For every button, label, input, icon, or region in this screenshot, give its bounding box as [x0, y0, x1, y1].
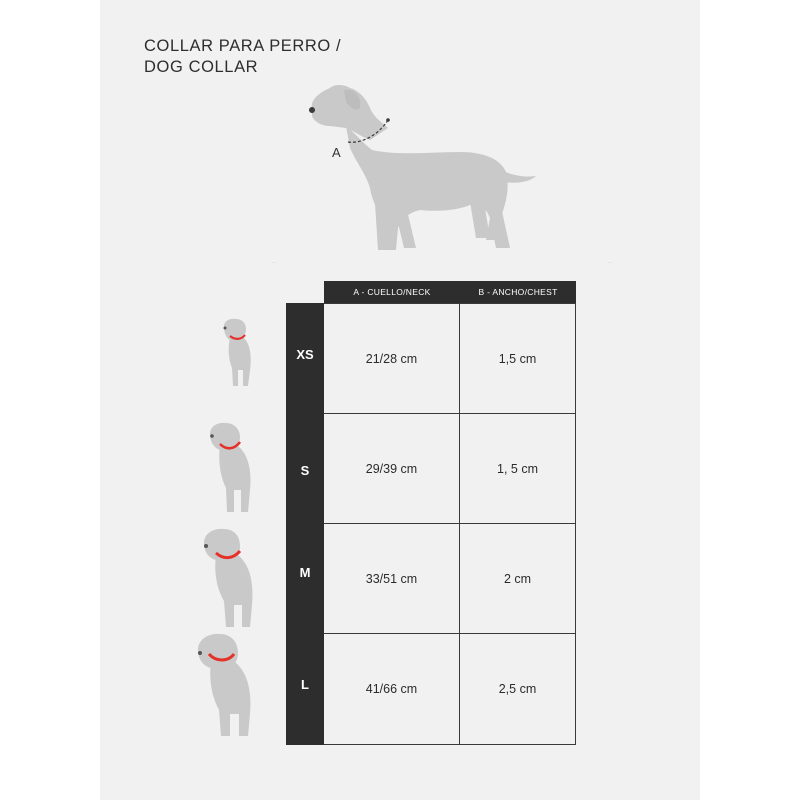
title-line-1: COLLAR PARA PERRO /	[144, 37, 342, 55]
neck-cell: 41/66 cm	[324, 634, 460, 744]
size-label-l: L	[301, 677, 309, 692]
divider-mark	[272, 262, 276, 263]
dog-m-icon	[200, 527, 262, 631]
size-column	[286, 303, 324, 745]
table-row	[324, 524, 576, 634]
dog-xs-icon	[218, 318, 260, 390]
dog-l-icon	[194, 632, 260, 740]
table-row	[324, 304, 576, 414]
dog-s-icon	[206, 420, 258, 516]
size-label-m: M	[299, 565, 311, 580]
width-cell: 1,5 cm	[460, 304, 576, 413]
neck-cell: 21/28 cm	[324, 304, 460, 413]
table-row	[324, 414, 576, 524]
neck-cell: 29/39 cm	[324, 414, 460, 523]
header-width: B - ANCHO/CHEST	[478, 287, 558, 297]
measure-label-a: A	[332, 145, 341, 160]
width-cell: 2,5 cm	[460, 634, 576, 744]
table-row	[324, 634, 576, 745]
size-label-xs: XS	[296, 347, 314, 362]
width-cell: 2 cm	[460, 524, 576, 633]
header-neck: A - CUELLO/NECK	[353, 287, 431, 297]
page-title	[144, 36, 341, 78]
size-label-s: S	[300, 463, 310, 478]
divider-mark	[608, 262, 612, 263]
dog-silhouette-icon	[300, 78, 540, 258]
table-header	[324, 281, 576, 303]
size-table	[324, 303, 576, 745]
neck-cell: 33/51 cm	[324, 524, 460, 633]
width-cell: 1, 5 cm	[460, 414, 576, 523]
title-line-2: DOG COLLAR	[144, 58, 259, 76]
